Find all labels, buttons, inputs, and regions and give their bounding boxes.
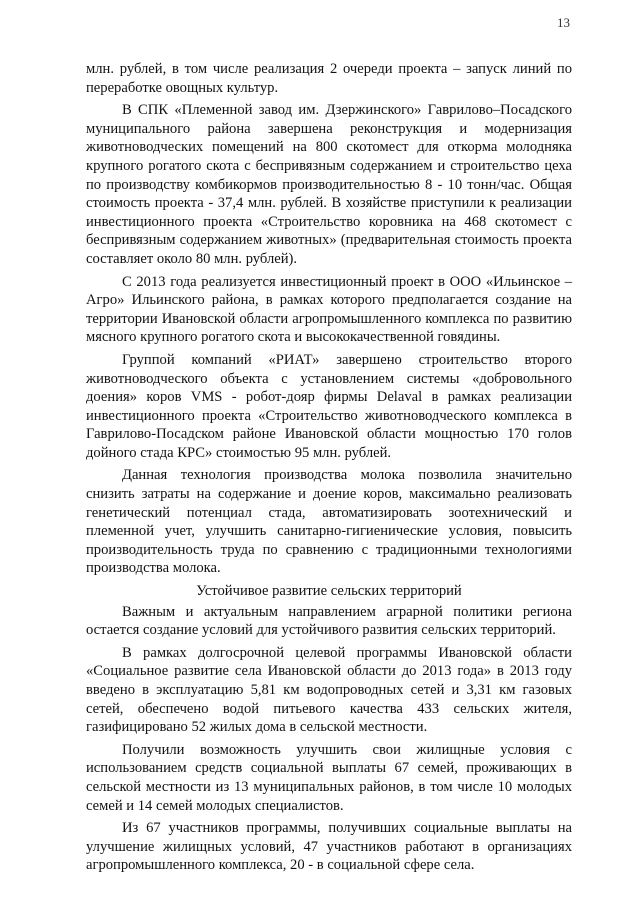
document-body: [86, 60, 572, 879]
paragraph-program-participants: Из 67 участников программы, получивших социальные выплаты на улучшение жилищных условий, 47 участников работают в организациях агропромышленного комплекса, 20 - в социальной сфере села.: [86, 820, 572, 874]
paragraph-milk-technology: Данная технология производства молока позволила значительно снизить затраты на содержание и доение коров, максимально реализовать генетический потенциал стада, автоматизировать зоотехнический и племенной учет, улучшить санитарно-гигиенические условия, повысить производительность труда по сравнению с традиционными технологиями производства молока.: [86, 467, 572, 577]
paragraph-housing-families: Получили возможность улучшить свои жилищные условия с использованием средств социальной выплаты 67 семей, проживающих в сельской местности из 13 муниципальных районов, в том числе 10 молодых семей и 14 семей молодых специалистов.: [86, 741, 572, 814]
paragraph-rural-development: Важным и актуальным направлением аграрной политики региона остается создание условий для устойчивого развития сельских территорий.: [86, 603, 572, 639]
paragraph-target-program: В рамках долгосрочной целевой программы Ивановской области «Социальное развитие села Ивановской области до 2013 года» в 2013 году введено в эксплуатацию 5,81 км водопроводных сетей и 3,31 км газовых сетей, обеспечено водой питьевого качества 433 сельских жителя, газифицировано 52 жилых дома в сельской местности.: [86, 644, 572, 736]
page-number: 13: [557, 15, 570, 30]
paragraph-continuation: млн. рублей, в том числе реализация 2 очереди проекта – запуск линий по переработке овощных культур.: [86, 61, 572, 96]
paragraph-riat: Группой компаний «РИАТ» завершено строительство второго животноводческого объекта с установлением системы «добровольного доения» коров VMS - робот-дояр фирмы Delaval в рамках реализации инвестиционного проекта «Строительство животноводческого комплекса в Гаврилово-Посадском районе Ивановской области мощностью 170 голов дойного стада КРС» стоимостью 95 млн. рублей.: [86, 351, 572, 461]
paragraph-ilinskoe-agro: С 2013 года реализуется инвестиционный проект в ООО «Ильинское – Агро» Ильинского района, в рамках которого предполагается создание на территории Ивановской области агропромышленного комплекса по развитию мясного крупного рогатого скота и высококачественной говядины.: [86, 273, 572, 346]
paragraph-spk-dzerzhinsky: В СПК «Племенной завод им. Дзержинского» Гаврилово–Посадского муниципального района завершена реконструкция и модернизация животноводческих помещений на 800 скотомест для откорма молодняка крупного рогатого скота с беспривязным содержанием и строительство цеха по производству комбикормов производительностью 8 - 10 тонн/час. Общая стоимость проекта - 37,4 млн. рублей. В хозяйстве приступили к реализации инвестиционного проекта «Строительство коровника на 468 скотомест с беспривязным содержанием животных» (предварительная стоимость проекта составляет около 80 млн. рублей).: [86, 102, 572, 267]
section-heading: Устойчивое развитие сельских территорий: [196, 583, 462, 600]
